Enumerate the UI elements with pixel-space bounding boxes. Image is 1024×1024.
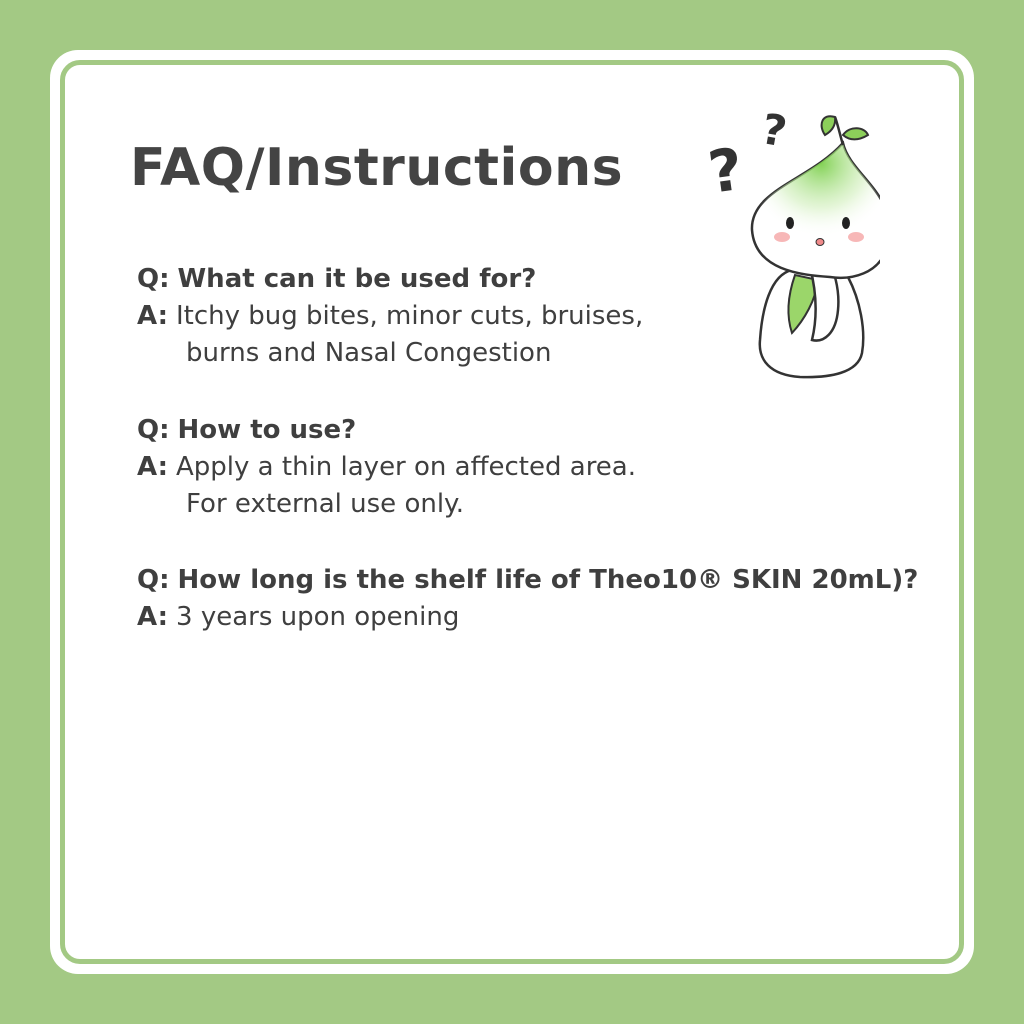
faq-item <box>137 412 636 523</box>
answer-line: burns and Nasal Congestion <box>186 338 552 368</box>
faq-item <box>137 261 643 372</box>
answer-line: 3 years upon opening <box>176 602 460 632</box>
answer-line: Itchy bug bites, minor cuts, bruises, <box>176 301 644 331</box>
answer-prefix: A: <box>137 602 169 632</box>
answer-line: For external use only. <box>186 489 464 519</box>
svg-text:?: ? <box>704 134 747 207</box>
page-title: FAQ/Instructions <box>130 138 624 198</box>
question-prefix: Q: <box>137 565 170 595</box>
answer-line: Apply a thin layer on affected area. <box>176 452 637 482</box>
sprout-mascot-icon <box>700 95 880 385</box>
faq-answer <box>137 599 918 636</box>
svg-text:?: ? <box>757 104 791 157</box>
question-prefix: Q: <box>137 415 170 445</box>
faq-item <box>137 562 918 636</box>
question-text: How to use? <box>177 415 357 445</box>
faq-answer <box>137 449 636 523</box>
faq-question <box>137 261 643 298</box>
question-prefix: Q: <box>137 264 170 294</box>
faq-question <box>137 562 918 599</box>
question-text: What can it be used for? <box>177 264 537 294</box>
answer-prefix: A: <box>137 301 169 331</box>
question-text: How long is the shelf life of Theo10® SKIN 20mL)? <box>177 565 919 595</box>
faq-question <box>137 412 636 449</box>
faq-answer <box>137 298 643 372</box>
answer-prefix: A: <box>137 452 169 482</box>
